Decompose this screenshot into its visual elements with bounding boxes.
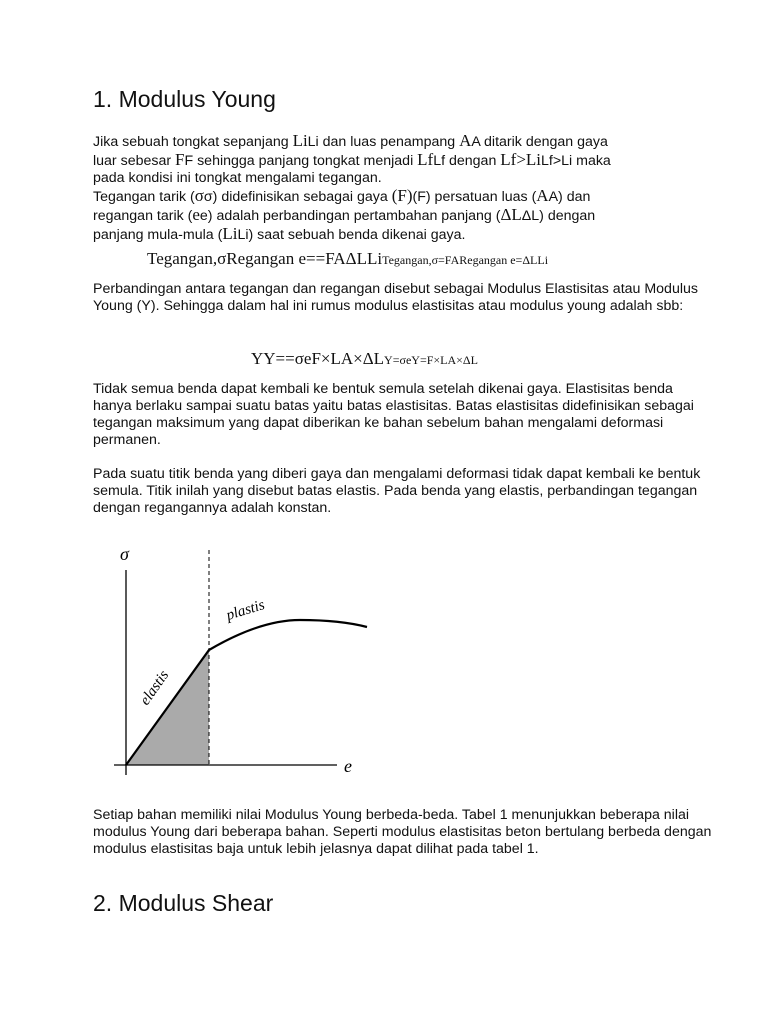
math: F xyxy=(175,150,185,169)
math: Tegangan,σRegangan e==FAΔLLi xyxy=(147,249,383,268)
math: Tegangan,σ=FARegangan e=ΔLLi xyxy=(382,253,549,267)
text: luar sebesar xyxy=(93,153,176,169)
text: ΔL) dengan xyxy=(521,208,596,224)
paragraph-young-values: Setiap bahan memiliki nilai Modulus Young berbeda-beda. Tabel 1 menunjukkan beberapa nilai modulus Young dari beberapa bahan. Seperti modulus elastisitas beton bertulang berbeda dengan modulus elastisitas baja untuk lebih jelasnya dapat dilihat pada tabel 1. xyxy=(93,807,712,857)
equation-stress-strain xyxy=(147,249,548,269)
plastic-label: plastis xyxy=(224,597,267,624)
math: Y=σeY=F×LA×ΔL xyxy=(384,353,478,367)
math: A xyxy=(536,186,549,205)
y-axis-label: σ xyxy=(120,544,129,564)
math: YY==σeF×LA×ΔL xyxy=(251,349,385,368)
text: regangan tarik ( xyxy=(93,208,193,224)
math: Li xyxy=(222,224,238,243)
text: Jika sebuah tongkat sepanjang xyxy=(93,134,293,150)
text: panjang mula-mula ( xyxy=(93,227,223,243)
paragraph-elastic-limit: Tidak semua benda dapat kembali ke bentuk semula setelah dikenai gaya. Elastisitas benda hanya berlaku sampai suatu batas yaitu batas elastisitas. Batas elastisitas didefinisikan sebagai tegangan maksimum yang dapat diberikan ke bahan sebelum bahan mengalami deformasi permanen. xyxy=(93,381,694,448)
stress-strain-figure xyxy=(100,540,390,785)
paragraph-modulus-definition: Perbandingan antara tegangan dan regangan disebut sebagai Modulus Elastisitas atau Modulus Young (Y). Sehingga dalam hal ini rumus modulus elastisitas atau modulus young adalah sbb: xyxy=(93,281,698,314)
equation-young-modulus xyxy=(251,349,478,369)
text: (F) persatuan luas ( xyxy=(412,189,537,205)
text: A) dan xyxy=(548,189,591,205)
heading-modulus-young: 1. Modulus Young xyxy=(93,86,276,112)
math: Li xyxy=(292,131,308,150)
paragraph-elastic-point: Pada suatu titik benda yang diberi gaya dan mengalami deformasi tidak dapat kembali ke bentuk semula. Titik inilah yang disebut batas elastis. Pada benda yang elastis, perbandingan tegangan dengan regangannya adalah konstan. xyxy=(93,466,701,516)
heading-modulus-shear: 2. Modulus Shear xyxy=(93,890,274,916)
text: F sehingga panjang tongkat menjadi xyxy=(184,153,418,169)
math: e xyxy=(192,205,200,224)
text: σ) didefinisikan sebagai gaya xyxy=(203,189,392,205)
text: Li) saat sebuah benda dikenai gaya. xyxy=(237,227,466,243)
x-axis-label: e xyxy=(344,756,352,776)
text: Lf>Li maka xyxy=(541,153,611,169)
math: ΔL xyxy=(500,205,522,224)
math: σ xyxy=(194,186,204,205)
text: pada kondisi ini tongkat mengalami tegangan. xyxy=(93,170,382,186)
math: (F) xyxy=(391,186,413,205)
text: Tegangan tarik ( xyxy=(93,189,195,205)
text: e) adalah perbandingan pertambahan panjang ( xyxy=(199,208,501,224)
math: Lf xyxy=(417,150,434,169)
elastic-label: elastis xyxy=(137,667,173,709)
math: Lf>Li xyxy=(500,150,542,169)
text: A ditarik dengan gaya xyxy=(471,134,608,150)
text: Li dan luas penampang xyxy=(307,134,460,150)
text: Lf dengan xyxy=(433,153,501,169)
math: A xyxy=(459,131,472,150)
paragraph-intro xyxy=(93,132,713,244)
